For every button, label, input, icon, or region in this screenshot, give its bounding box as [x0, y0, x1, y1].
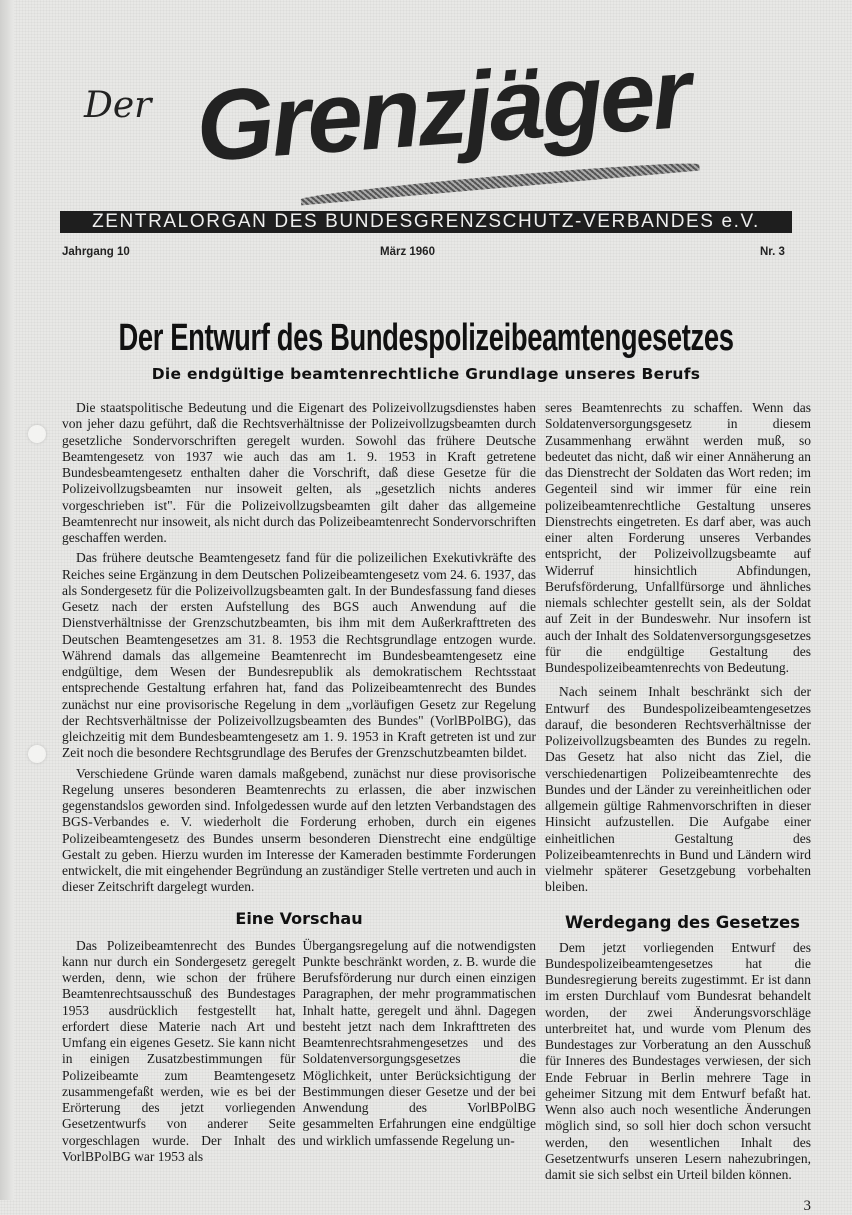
paragraph: Dem jetzt vorliegenden Entwurf des Bundespolizeibeamtengesetzes hat die Bundesregierung bereits zugestimmt. Er ist dann im ersten Durchlauf vom Bundesrat behandelt worden, der zwei Änderungsvorschläge unterbreitet hat, und wurde vom Plenum des Bundestages zur Vorberatung an den Ausschuß für Inneres des Bundestages verwiesen, der sich Ende Februar in Berlin mehrere Tage in geheimer Sitzung mit dem Entwurf befaßt hat. Wenn also auch noch wesentliche Änderungen möglich sind, so soll hier doch schon versucht werden, den wesentlichen Inhalt des Gesetzentwurfs unseren Lesern nahezubringen, damit sie sich selbst ein Urteil bilden können.: [545, 939, 811, 1182]
page-edge-shadow: [0, 0, 14, 1200]
paragraph: Nach seinem Inhalt beschränkt sich der Entwurf des Bundespolizeibeamtengesetzes darauf, die besonderen Rechtsverhältnisse der Polizeivollzugsbeamten des Bundes zu regeln. Das Gesetz hat also nicht das Ziel, die verschiedenartigen Polizeibeamtenrechte des Bundes und der Länder zu vereinheitlichen oder allgemein gültige Rahmenvorschriften in dieser Hinsicht aufzustellen. Die Aufgabe einer einheitlichen Gestaltung des Polizeibeamtenrechts in Bund und Ländern wird vielmehr späterer Gesetzgebung vorbehalten bleiben.: [545, 684, 811, 895]
intro-column: [62, 400, 536, 896]
paragraph: Die staatspolitische Bedeutung und die Eigenart des Polizeivollzugsdienstes haben von jeher dazu geführt, daß die Rechtsverhältnisse der Polizeivollzugsbeamten durch gesetzliche Sondervorschriften geregelt wurden. Sowohl das frühere Deutsche Beamtengesetz von 1937 wie auch das am 1. 9. 1953 in Kraft getretene Bundesbeamtengesetz enthalten daher die Vorschrift, daß diese Gesetze für die Polizeivollzugsbeamten nur insoweit gelten, als „gesetzlich nichts anderes vorgeschrieben ist". Für die Polizeivollzugsbeamten gilt daher das allgemeine Beamtenrecht nur insoweit, als nicht durch das Polizeibeamtenrecht Sondervorschriften geschaffen werden.: [62, 400, 536, 545]
page-number: 3: [803, 1198, 811, 1215]
paragraph: Das frühere deutsche Beamtengesetz fand für die polizeilichen Exekutivkräfte des Reiches seine Ergänzung in dem Deutschen Polizeibeamtengesetz vom 24. 6. 1937, das als Sondergesetz für die Polizeivollzugsbeamten galt. In der Bundesfassung fand dieses Gesetz nach der ersten Aufstellung des BGS auch Anwendung auf die Dienstverhältnisse der Grenzschutzbeamten, bis ihm mit dem Außerkrafttreten des Deutschen Beamtengesetzes am 31. 8. 1953 die Rechtsgrundlage entzogen wurde. Während damals das allgemeine Beamtenrecht im Bundesbeamtengesetz eine endgültige, dem Wesen der Bundesrepublik als demokratischem Rechtsstaat entsprechende Gestaltung erfahren hat, fand das Polizeibeamtenrecht des Bundes zunächst nur eine provisorische Regelung in dem „vorläufigen Gesetz zur Regelung der Rechtsverhältnisse der Polizeivollzugsbeamten des Bundes" (VorlBPolBG), das gleichzeitig mit dem Bundesbeamtengesetz am 1. 9. 1953 in Kraft getreten ist und zur Zeit noch die besondere Rechtsgrundlage des Berufes der Grenzschutzbeamten bildet.: [62, 550, 536, 761]
left-flow: [62, 400, 536, 1165]
article-subtitle: Die endgültige beamtenrechtliche Grundlage unseres Berufs: [151, 365, 701, 383]
article-title: Der Entwurf des Bundespolizeibeamtengesetzes: [118, 317, 734, 359]
vorschau-column-2: [303, 938, 537, 1149]
section-heading-werdegang: Werdegang des Gesetzes: [565, 912, 801, 932]
werdegang-column: [545, 940, 811, 1184]
punch-hole: [28, 745, 46, 763]
issue-number: Nr. 3: [760, 246, 785, 258]
masthead-logo: Grenzjäger: [192, 36, 692, 184]
punch-hole: [28, 425, 46, 443]
paragraph: Verschiedene Gründe waren damals maßgebend, zunächst nur diese provisorische Regelung unseres besonderen Beamtenrechts zu erlassen, die aber inzwischen gegenstandslos geworden sind. Infolgedessen wurde auf den letzten Verbandstagen des BGS-Verbandes e. V. wiederholt die Forderung erhoben, durch ein eigenes Polizeibeamtengesetz des Bundes unserm besonderen Dienstrecht eine endgültige Gestalt zu geben. Hierzu wurden im Interesse der Kameraden bestimmte Forderungen entwickelt, die mit eingehender Begründung an zuständiger Stelle vertreten und auch in dieser Zeitschrift dargelegt wurden.: [62, 765, 536, 895]
vorschau-columns: [62, 938, 536, 1166]
masthead-banner: ZENTRALORGAN DES BUNDESGRENZSCHUTZ-VERBANDES e.V.: [60, 211, 792, 233]
paragraph: Das Polizeibeamtenrecht des Bundes kann nur durch ein Sondergesetz geregelt werden, denn, wie schon der frühere Beamtenrechtsausschuß des Bundestages 1953 ausdrücklich festgestellt hat, erfordert diese Materie nach Art und Umfang ein eigenes Gesetz. Sie kann nicht in einigen Zusatzbestimmungen für Polizeibeamte zum Beamtengesetz zusammengefaßt werden, wie es bei der Erörterung des jetzt vorliegenden Gesetzentwurfs von anderer Seite vorgeschlagen wurde. Der Inhalt des VorlBPolBG war 1953 als: [62, 937, 296, 1164]
paragraph: Übergangsregelung auf die notwendigsten Punkte beschränkt worden, z. B. wurde die Berufsförderung nur durch einen einzigen Paragraphen, der mehr programmatischen Inhalt hatte, geregelt und ähnl. Dagegen besteht jetzt nach dem Inkrafttreten des Beamtenrechtsrahmengesetzes und des Soldatenversorgungsgesetzes die Möglichkeit, unter Berücksichtigung der Bestimmungen dieser Gesetze und der bei Anwendung des VorlBPolBG gesammelten Erfahrungen eine endgültige und wirklich umfassende Regelung un-: [302, 937, 536, 1148]
paragraph: seres Beamtenrechts zu schaffen. Wenn das Soldatenversorgungsgesetz in diesem Zusammenhang erwähnt werden muß, so bedeutet das nicht, daß wir einer Annäherung an das Dienstrecht der Soldaten das Wort reden; im Gegenteil sind wir immer für eine rein polizeibeamtenrechtliche Gestaltung unseres Dienstrechts eingetreten. Es darf aber, was auch einer alten Forderung unseres Verbandes entspricht, der Polizeivollzugsbeamte auf Widerruf hinsichtlich Abfindungen, Berufsförderung, Unfallfürsorge und ähnliches niemals schlechter gestellt sein, als der Soldat auf Zeit in der Bundeswehr. Nur insofern ist auch der Inhalt des Soldatenversorgungsgesetzes für die endgültige Gestaltung des Bundespolizeibeamtenrechts von Bedeutung.: [545, 400, 811, 675]
right-flow: [545, 400, 811, 1215]
issue-date: März 1960: [380, 246, 435, 258]
vorschau-column-1: [62, 938, 296, 1166]
masthead-logo-prefix: Der: [84, 85, 152, 126]
right-column: [545, 400, 811, 896]
volume: Jahrgang 10: [62, 246, 130, 258]
section-heading-vorschau: Eine Vorschau: [235, 908, 363, 928]
